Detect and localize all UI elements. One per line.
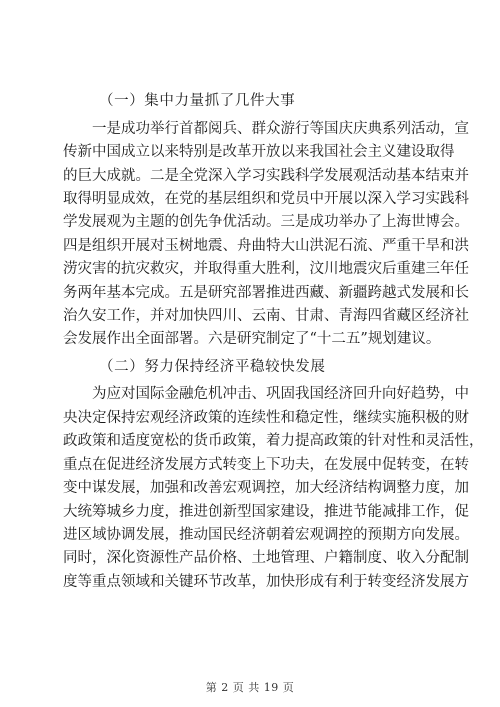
section-heading-1: （一）集中力量抓了几件大事 bbox=[99, 93, 296, 109]
paragraph-line: 央决定保持宏观经济政策的连续性和稳定性，继续实施积极的财 bbox=[63, 409, 469, 426]
paragraph-line: 同时，深化资源性产品价格、土地管理、户籍制度、收入分配制 bbox=[63, 550, 469, 567]
paragraph-line: 学发展观为主题的创先争优活动。三是成功举办了上海世博会。 bbox=[63, 214, 469, 231]
paragraph-line: 重点在促进经济发展方式转变上下功夫，在发展中促转变，在转 bbox=[63, 456, 469, 473]
document-body bbox=[63, 90, 484, 598]
paragraph-line: 的巨大成就。二是全党深入学习实践科学发展观活动基本结束并 bbox=[63, 167, 469, 184]
paragraph-line: 会发展作出全面部署。六是研究制定了“十二五”规划建议。 bbox=[63, 331, 441, 348]
paragraph-line: 务两年基本完成。五是研究部署推进西藏、新疆跨越式发展和长 bbox=[63, 284, 469, 301]
section-paragraph-2 bbox=[63, 383, 484, 594]
section-paragraph-1 bbox=[63, 118, 469, 352]
paragraph-line: 变中谋发展，加强和改善宏观调控，加大经济结构调整力度，加 bbox=[63, 480, 469, 497]
paragraph-line: 度等重点领域和关键环节改革，加快形成有利于转变经济发展方 bbox=[63, 573, 469, 590]
paragraph-line: 为应对国际金融危机冲击、巩固我国经济回升向好趋势，中 bbox=[92, 386, 469, 403]
paragraph-line: 四是组织开展对玉树地震、舟曲特大山洪泥石流、严重干旱和洪 bbox=[63, 237, 469, 254]
paragraph-line: 进区域协调发展，推动国民经济朝着宏观调控的预期方向发展。 bbox=[63, 526, 469, 543]
paragraph-line: 大统筹城乡力度，推进创新型国家建设，推进节能减排工作，促 bbox=[63, 503, 469, 520]
paragraph-line: 一是成功举行首都阅兵、群众游行等国庆庆典系列活动，宣 bbox=[92, 120, 469, 137]
section-heading-2: （二）努力保持经济平稳较快发展 bbox=[99, 358, 326, 375]
paragraph-line: 涝灾害的抗灾救灾，并取得重大胜利，汶川地震灾后重建三年任 bbox=[63, 261, 469, 278]
paragraph-line: 传新中国成立以来特别是改革开放以来我国社会主义建设取得 bbox=[63, 144, 455, 161]
page-number-footer: 第 2 页 共 19 页 bbox=[205, 681, 295, 694]
paragraph-line: 治久安工作，并对加快四川、云南、甘肃、青海四省藏区经济社 bbox=[63, 307, 469, 324]
paragraph-line: 取得明显成效，在党的基层组织和党员中开展以深入学习实践科 bbox=[63, 190, 469, 207]
paragraph-line: 政政策和适度宽松的货币政策，着力提高政策的针对性和灵活性， bbox=[63, 433, 484, 450]
